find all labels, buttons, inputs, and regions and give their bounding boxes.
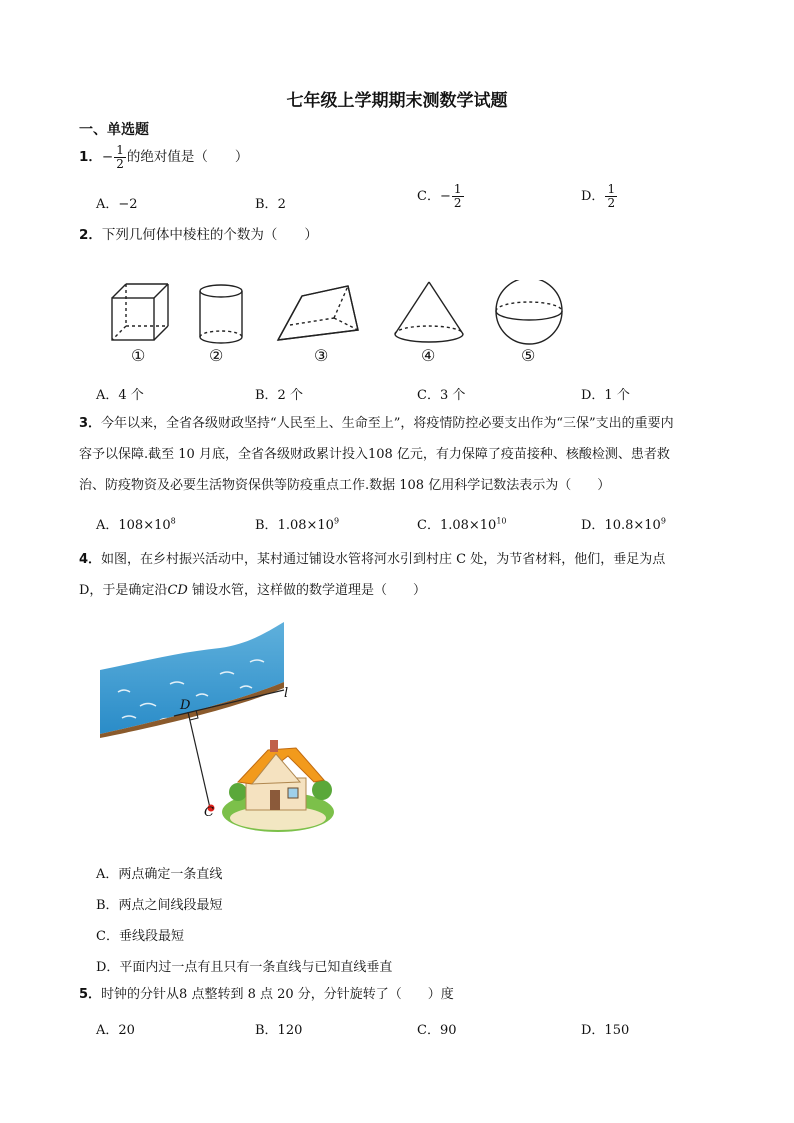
label-d: D	[180, 698, 191, 713]
sphere-shape	[496, 280, 562, 344]
q5-option-b[interactable]: B．120	[255, 1023, 303, 1038]
question-1	[79, 142, 729, 173]
shape-label: ②	[209, 346, 224, 365]
q2-option-b[interactable]: B．2 个	[255, 388, 303, 403]
q4-option-d[interactable]: D．平面内过一点有且只有一条直线与已知直线垂直	[96, 960, 393, 975]
q1-option-c[interactable]: C．− $\frac{1}{2}$	[417, 182, 462, 210]
q5-option-a[interactable]: A．20	[96, 1023, 135, 1038]
minus-sign: −	[101, 149, 114, 165]
page-title: 七年级上学期期末测数学试题	[286, 91, 508, 111]
shape-label: ⑤	[521, 346, 536, 365]
q4-option-c[interactable]: C．垂线段最短	[96, 929, 184, 944]
question-number: 3．	[79, 416, 102, 431]
river-village-figure	[100, 622, 340, 837]
q3-option-c[interactable]: C．$1.08\times 10^{10}$	[417, 516, 507, 533]
q5-option-c[interactable]: C．90	[417, 1023, 457, 1038]
triangular-prism-shape	[278, 286, 358, 340]
geometric-solids-figure	[100, 280, 580, 370]
shape-label: ①	[131, 346, 146, 365]
question-5	[79, 979, 729, 1010]
label-c: C	[204, 805, 214, 820]
question-2	[79, 220, 729, 251]
question-text: 的绝对值是（ ）	[126, 149, 249, 165]
shape-label: ④	[421, 346, 436, 365]
section-heading: 一、单选题	[79, 122, 149, 138]
q1-option-d[interactable]: D． $\frac{1}{2}$	[581, 182, 616, 210]
q1-option-a[interactable]: A．−2	[96, 197, 138, 212]
q2-option-a[interactable]: A．4 个	[96, 388, 144, 403]
q1-option-b[interactable]: B．2	[255, 197, 286, 212]
question-number: 4．	[79, 552, 102, 567]
label-l: l	[284, 686, 289, 701]
segment-cd	[188, 712, 210, 808]
q3-option-a[interactable]: A．$108\times 10^8$	[96, 516, 176, 533]
q2-option-d[interactable]: D．1 个	[581, 388, 630, 403]
q3-option-d[interactable]: D．$10.8\times 10^9$	[581, 516, 666, 533]
question-text: 时钟的分针从8 点整转到 8 点 20 分，分针旋转了（ ）度	[101, 987, 454, 1002]
q3-option-b[interactable]: B．$1.08\times 10^9$	[255, 516, 340, 533]
cylinder-shape	[200, 285, 242, 343]
cone-shape	[395, 282, 463, 342]
q5-option-d[interactable]: D．150	[581, 1023, 630, 1038]
q4-option-b[interactable]: B．两点之间线段最短	[96, 898, 223, 913]
question-3: 3．今年以来，全省各级财政坚持“人民至上、生命至上”，将疫情防控必要支出作为“三保”支出的重要内 容予以保障.截至 10 月底，全省各级财政累计投入108 亿元，有力保障了疫苗接种、核酸检测、患者救 治、防疫物资及必要生活物资保供等防疫重点工作.数据 108 亿用科学记数法表示为（ ）	[79, 416, 674, 493]
house-icon	[222, 740, 334, 834]
cube-shape	[112, 284, 168, 340]
question-number: 2．	[79, 227, 102, 243]
q2-option-c[interactable]: C．3 个	[417, 388, 466, 403]
question-4: 4．如图，在乡村振兴活动中，某村通过铺设水管将河水引到村庄 C 处，为节省材料，他们，垂足为点 D，于是确定沿CD 铺设水管，这样做的数学道理是（ ）	[79, 552, 666, 598]
question-number: 1．	[79, 149, 102, 165]
q4-option-a[interactable]: A．两点确定一条直线	[96, 867, 223, 882]
question-number: 5．	[79, 987, 102, 1002]
question-text: 下列几何体中棱柱的个数为（ ）	[101, 227, 318, 243]
fraction: $\frac{1}{2}$	[116, 143, 124, 171]
river-water	[100, 622, 284, 734]
shape-label: ③	[314, 346, 329, 365]
